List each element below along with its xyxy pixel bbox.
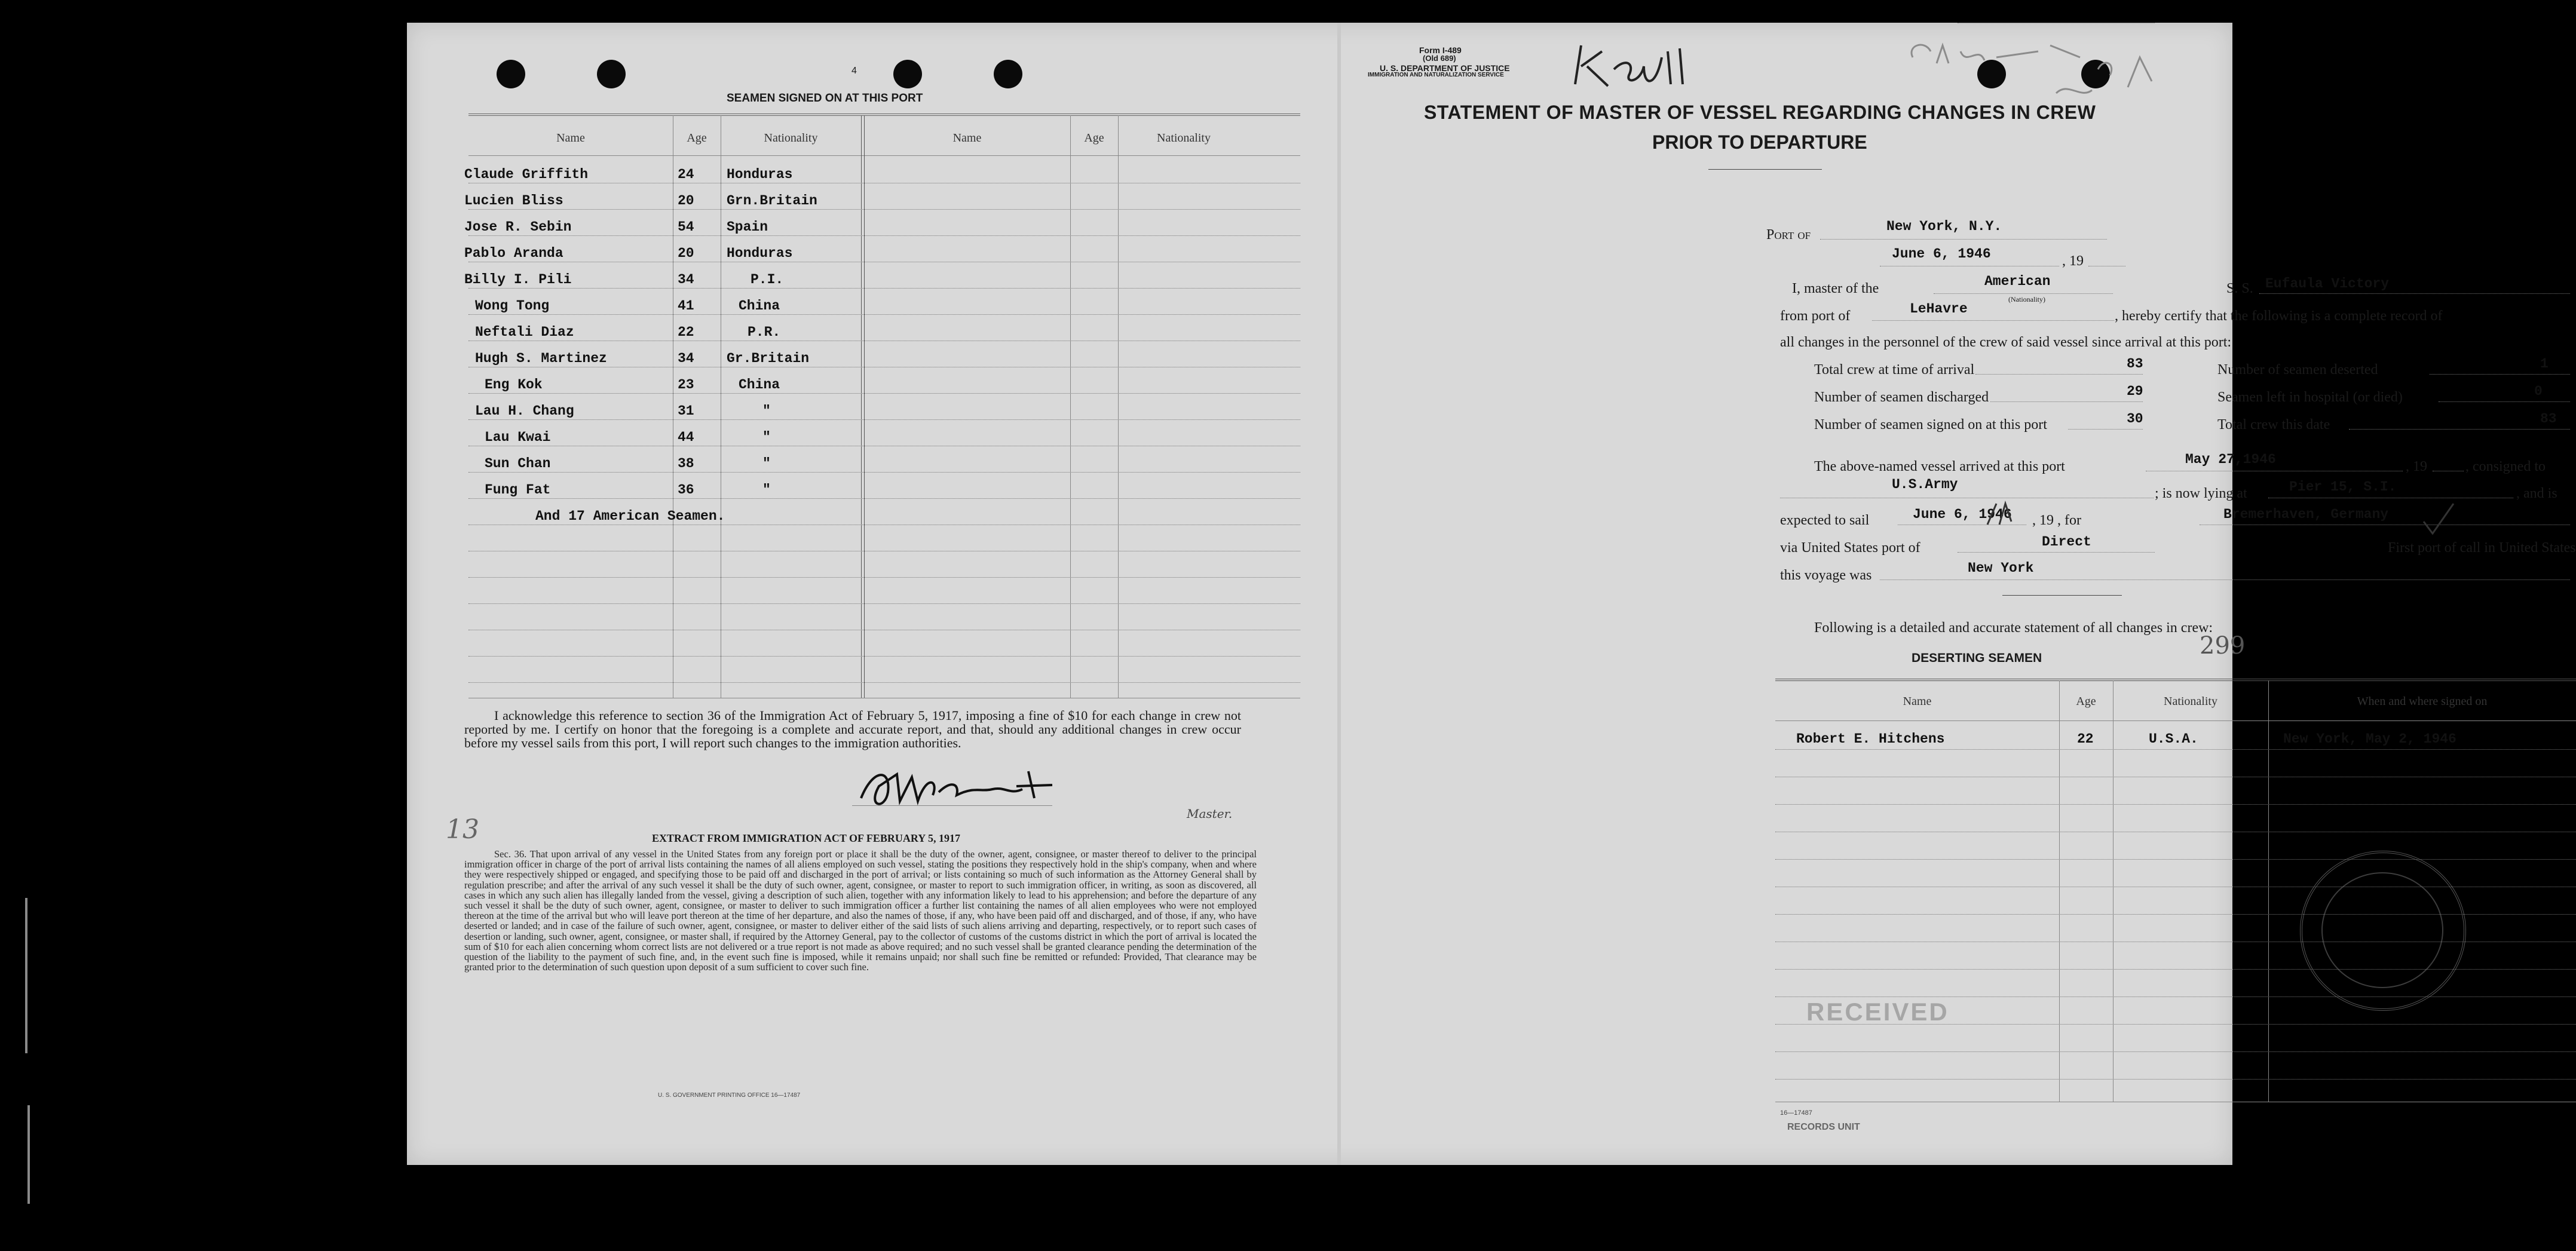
crew-nationality: China bbox=[739, 377, 780, 393]
total-crew-arrival-value: 83 bbox=[2127, 356, 2143, 372]
table-rule bbox=[468, 288, 1300, 289]
table-rule bbox=[468, 393, 1300, 394]
footer-unit: RECORDS UNIT bbox=[1787, 1122, 1860, 1132]
deserted-label: Number of seamen deserted bbox=[2217, 362, 2378, 378]
column-divider bbox=[864, 115, 865, 698]
table-rule bbox=[1775, 1079, 2576, 1080]
fill-line bbox=[1872, 320, 2114, 321]
port-of-label: Port of bbox=[1766, 227, 1811, 243]
fill-line bbox=[2259, 293, 2570, 294]
col-head-name: Name bbox=[556, 131, 585, 145]
arrived-value: May 27,1946 bbox=[2185, 452, 2276, 467]
fill-line bbox=[2068, 429, 2143, 430]
total-crew-date-label: Total crew this date bbox=[2217, 417, 2330, 433]
left-page-title: SEAMEN SIGNED ON AT THIS PORT bbox=[727, 92, 923, 105]
table-rule bbox=[468, 603, 1300, 604]
handwritten-check bbox=[1984, 501, 2026, 531]
table-rule bbox=[1775, 804, 2576, 805]
table-rule bbox=[468, 314, 1300, 315]
col-head-nationality-2: Nationality bbox=[1157, 131, 1211, 145]
voyage-value: New York bbox=[1968, 560, 2034, 576]
received-stamp: RECEIVED bbox=[1806, 998, 1949, 1026]
crew-name: Wong Tong bbox=[475, 298, 550, 314]
col-head-age: Age bbox=[687, 131, 707, 145]
printing-office: U. S. GOVERNMENT PRINTING OFFICE 16—17487 bbox=[658, 1092, 801, 1099]
crew-nationality: " bbox=[762, 430, 771, 445]
master-of-label: I, master of the bbox=[1792, 281, 1879, 296]
scan-edge-mark bbox=[27, 1105, 30, 1204]
for-value: Bremerhaven, Germany bbox=[2223, 507, 2389, 522]
col-head-nationality: Nationality bbox=[764, 131, 818, 145]
certify-text: , hereby certify that the following is a complete record of bbox=[2115, 308, 2443, 324]
crew-name: Eng Kok bbox=[485, 377, 543, 393]
extract-title: EXTRACT FROM IMMIGRATION ACT OF FEBRUARY 5, 1917 bbox=[652, 832, 961, 844]
crew-name: Neftali Diaz bbox=[475, 324, 574, 340]
crew-name: Billy I. Pili bbox=[464, 272, 572, 287]
handwritten-initials bbox=[1566, 39, 1692, 93]
table-rule bbox=[468, 656, 1300, 657]
master-signature bbox=[855, 762, 1082, 816]
discharged-label: Number of seamen discharged bbox=[1814, 390, 1989, 405]
department: U. S. DEPARTMENT OF JUSTICE bbox=[1380, 63, 1510, 73]
ss-label: S. S. bbox=[2226, 281, 2253, 296]
column-divider bbox=[2268, 680, 2269, 1102]
nationality-caption: (Nationality) bbox=[2008, 295, 2045, 303]
deserter-signed-on: New York, May 2, 1946 bbox=[2283, 731, 2456, 747]
section-rule bbox=[2002, 595, 2122, 596]
punch-hole bbox=[497, 60, 525, 88]
signature-line bbox=[852, 805, 1052, 806]
consigned-value: U.S.Army bbox=[1892, 477, 1958, 492]
all-changes-text: all changes in the personnel of the crew of said vessel since arrival at this port: bbox=[1780, 335, 2232, 350]
right-page-title-line1: STATEMENT OF MASTER OF VESSEL REGARDING CHANGES IN CREW bbox=[1424, 102, 2096, 123]
form-old: (Old 689) bbox=[1423, 54, 1456, 63]
form-number: Form I-489 bbox=[1419, 45, 1462, 55]
total-crew-date-value: 83 bbox=[2540, 411, 2557, 427]
table-top-rule bbox=[468, 115, 1300, 116]
crew-name: Hugh S. Martinez bbox=[475, 351, 607, 366]
crew-name: Lau Kwai bbox=[485, 430, 551, 445]
punch-hole bbox=[994, 60, 1022, 88]
document-sheet bbox=[407, 23, 2576, 1165]
crew-nationality: Grn.Britain bbox=[727, 193, 817, 208]
signed-on-value: 30 bbox=[2127, 411, 2143, 427]
acknowledgement-text: I acknowledge this reference to section 36 of the Immigration Act of February 5, 1917, imposing a fine of $10 for each change in crew not reported by me. I certify on honor that the foregoing is a complete and accurate report, and that, should any additional changes in crew occur before my vessel sails from this port, I will report such changes to the immigration authorities. bbox=[464, 708, 1241, 750]
crew-name: Fung Fat bbox=[485, 482, 551, 498]
service: IMMIGRATION AND NATURALIZATION SERVICE bbox=[1368, 72, 1504, 78]
table-rule bbox=[1775, 859, 2576, 860]
crew-name: Pablo Aranda bbox=[464, 246, 563, 261]
consigned-label: , consigned to bbox=[2465, 459, 2546, 474]
crew-nationality: China bbox=[739, 298, 780, 314]
page-fold bbox=[1337, 23, 1341, 1165]
crew-age: 23 bbox=[678, 377, 694, 393]
from-port-label: from port of bbox=[1780, 308, 1851, 324]
footer-code: 16—17487 bbox=[1780, 1109, 1812, 1117]
fill-line bbox=[1958, 552, 2155, 553]
crew-nationality: Honduras bbox=[727, 167, 793, 182]
table-rule bbox=[1775, 749, 2576, 750]
arrived-suffix: , 19 bbox=[2406, 459, 2427, 474]
scan-edge-mark bbox=[25, 898, 27, 1053]
crew-nationality: Honduras bbox=[727, 246, 793, 261]
crew-nationality: Spain bbox=[727, 219, 768, 235]
column-divider bbox=[2059, 680, 2060, 1102]
table-top-rule bbox=[1775, 680, 2576, 681]
extract-text: Sec. 36. That upon arrival of any vessel in the United States from any foreign port or place it shall be the duty of the owner, agent, consignee, or master thereof to deliver to the principal immigration officer in charge of the port of arrival lists containing the names of all aliens employed on such vessel, stating the positions they respectively hold in the ship's company, when and where they were respectively shipped or engaged, and specifying those to be paid off and discharged in the port of arrival; or lists containing so much of such information as the Attorney General shall by regulation prescribe; and after the arrival of any such vessel it shall be the duty of such owner, agent, consignee, or master to report to such immigration officer, in writing, as soon as discovered, all cases in which any such alien has illegally landed from the vessel, giving a description of such alien, together with any information likely to lead to his apprehension; and before the departure of any such vessel it shall be the duty of such owner, agent, consignee, or master to deliver to such immigration officer a further list containing the names of all alien employees who were not employed thereon at the time of the arrival but who will leave port thereon at the time of her departure, and also the names of those, if any, who have been paid off and discharged, and of those, if any, who have deserted or landed; and in case of the failure of such owner, agent, consignee, or master to deliver either of the said lists of such aliens arriving and departing, respectively, or to report such cases of desertion or landing, such owner, agent, consignee, or master shall, if required by the Attorney General, pay to the collector of customs of the customs district in which the port of arrival is located the sum of $10 for each alien concerning whom correct lists are not delivered or a true report is not made as above required; and no such vessel shall be granted clearance pending the determination of the question of the liability to the payment of such fine, and, in the event such fine is imposed, while it remains unpaid; nor shall such fine be remitted or refunded: Provided, That clearance may be granted prior to the determination of such question upon deposit of a sum sufficient to cover such fine. bbox=[464, 848, 1257, 973]
via-label: via United States port of bbox=[1780, 540, 1920, 556]
hospital-label: Seamen left in hospital (or died) bbox=[2217, 390, 2403, 405]
table-rule bbox=[1775, 1051, 2576, 1052]
ss-value: Eufaula Victory bbox=[2265, 276, 2390, 292]
title-underline bbox=[1708, 169, 1822, 170]
crew-age: 54 bbox=[678, 219, 694, 235]
fill-line bbox=[2430, 374, 2570, 375]
following-text: Following is a detailed and accurate statement of all changes in crew: bbox=[1814, 620, 2213, 636]
table-header-rule bbox=[1775, 720, 2576, 721]
crew-age: 38 bbox=[678, 456, 694, 471]
crew-name: Jose R. Sebin bbox=[464, 219, 572, 235]
crew-age: 20 bbox=[678, 246, 694, 261]
deserting-title: DESERTING SEAMEN bbox=[1912, 651, 2042, 665]
table-rule bbox=[468, 577, 1300, 578]
and-is-text: , and is bbox=[2516, 486, 2557, 501]
table-rule bbox=[468, 419, 1300, 420]
lying-value: Pier 15, S.I. bbox=[2289, 479, 2397, 495]
crew-age: 34 bbox=[678, 351, 694, 366]
deserted-value: 1 bbox=[2540, 356, 2549, 372]
crew-age: 22 bbox=[678, 324, 694, 340]
deserting-col-signed-on: When and where signed on bbox=[2357, 695, 2488, 708]
lying-label: ; is now lying at bbox=[2155, 486, 2247, 501]
crew-age: 36 bbox=[678, 482, 694, 498]
table-rule bbox=[1775, 996, 2576, 997]
column-divider bbox=[1118, 115, 1119, 698]
fill-line bbox=[2349, 429, 2570, 430]
deserter-age: 22 bbox=[2077, 731, 2094, 747]
crew-name: Lau H. Chang bbox=[475, 403, 574, 419]
date-suffix: , 19 bbox=[2062, 253, 2084, 269]
for-label: , 19 , for bbox=[2032, 513, 2081, 528]
deserting-col-age: Age bbox=[2076, 695, 2096, 708]
handwritten-number: 299 bbox=[2200, 632, 2246, 660]
table-rule bbox=[468, 472, 1300, 473]
table-rule bbox=[468, 235, 1300, 236]
expected-value: June 6, 1946 bbox=[1913, 507, 2012, 522]
crew-nationality: P.R. bbox=[748, 324, 781, 340]
voyage-label: this voyage was bbox=[1780, 568, 1872, 583]
column-divider bbox=[1070, 115, 1071, 698]
crew-age: 31 bbox=[678, 403, 694, 419]
master-of-value: American bbox=[1984, 274, 2051, 289]
right-page-title-line2: PRIOR TO DEPARTURE bbox=[1652, 131, 1867, 153]
fill-line bbox=[1820, 239, 2107, 240]
crew-name: Claude Griffith bbox=[464, 167, 589, 182]
from-port-value: LeHavre bbox=[1910, 301, 1968, 317]
crew-nationality: P.I. bbox=[751, 272, 784, 287]
deserter-name: Robert E. Hitchens bbox=[1796, 731, 1945, 747]
fill-line bbox=[1880, 579, 2570, 580]
hospital-value: 0 bbox=[2534, 384, 2543, 399]
crew-age: 44 bbox=[678, 430, 694, 445]
crew-name: Sun Chan bbox=[485, 456, 551, 471]
fill-line bbox=[1975, 374, 2143, 375]
crew-nationality: " bbox=[762, 482, 771, 498]
punch-hole bbox=[893, 60, 922, 88]
discharged-value: 29 bbox=[2127, 384, 2143, 399]
first-port-label: First port of call in United States bbox=[2388, 540, 2576, 556]
column-divider bbox=[861, 115, 862, 698]
crew-footer-note: And 17 American Seamen. bbox=[535, 508, 725, 524]
circular-stamp-inner bbox=[2321, 872, 2443, 988]
punch-hole bbox=[597, 60, 626, 88]
column-divider bbox=[2113, 680, 2114, 1102]
col-head-name-2: Name bbox=[952, 131, 982, 145]
deserting-col-name: Name bbox=[1903, 695, 1932, 708]
signature-label: Master. bbox=[1187, 807, 1233, 821]
fill-line bbox=[1934, 293, 2113, 294]
table-header-rule bbox=[468, 155, 1300, 156]
signed-on-label: Number of seamen signed on at this port bbox=[1814, 417, 2047, 433]
page-number: 4 bbox=[851, 66, 857, 76]
circular-stamp bbox=[2300, 851, 2466, 1011]
deserting-col-nationality: Nationality bbox=[2164, 695, 2217, 708]
crew-age: 24 bbox=[678, 167, 694, 182]
via-value: Direct bbox=[2042, 534, 2091, 550]
crew-age: 34 bbox=[678, 272, 694, 287]
fill-line bbox=[2439, 401, 2570, 402]
expected-label: expected to sail bbox=[1780, 513, 1870, 528]
margin-note: 13 bbox=[446, 814, 479, 845]
crew-nationality: " bbox=[762, 403, 771, 419]
crew-name: Lucien Bliss bbox=[464, 193, 563, 208]
arrived-label: The above-named vessel arrived at this port bbox=[1814, 459, 2065, 474]
col-head-age-2: Age bbox=[1084, 131, 1104, 145]
crew-nationality: " bbox=[762, 456, 771, 471]
table-rule bbox=[468, 209, 1300, 210]
check-mark-icon bbox=[2421, 501, 2456, 536]
port-of-value: New York, N.Y. bbox=[1886, 219, 2002, 234]
crew-age: 41 bbox=[678, 298, 694, 314]
fill-line bbox=[1990, 401, 2143, 402]
crew-nationality: Gr.Britain bbox=[727, 351, 810, 366]
crew-age: 20 bbox=[678, 193, 694, 208]
table-rule bbox=[468, 498, 1300, 499]
deserter-nationality: U.S.A. bbox=[2149, 731, 2198, 747]
date-value: June 6, 1946 bbox=[1892, 246, 1991, 262]
total-crew-arrival-label: Total crew at time of arrival bbox=[1814, 362, 1975, 378]
table-rule bbox=[468, 682, 1300, 683]
